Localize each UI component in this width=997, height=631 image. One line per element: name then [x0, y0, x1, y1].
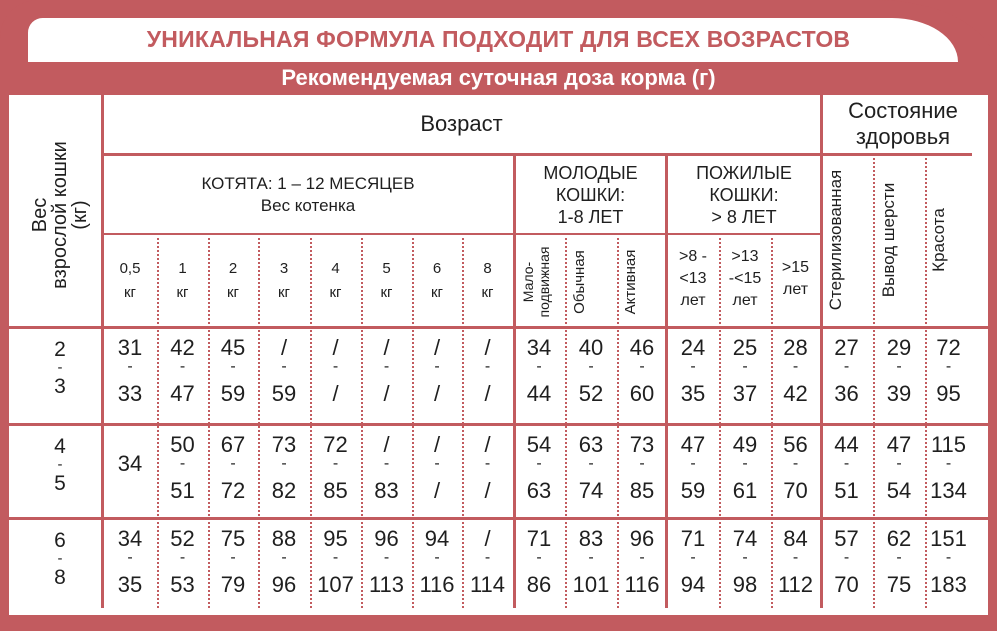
dose-value-lower: 59 [220, 381, 246, 406]
adult-weight-line: 6 [54, 529, 66, 552]
adult-weight-line: 8 [54, 566, 66, 589]
dose-range-dash: - [792, 358, 799, 375]
table-subtitle: Рекомендуемая суточная доза корма (г) [281, 65, 716, 90]
kitten-weight-header [462, 251, 513, 311]
dose-value-upper: / [383, 432, 390, 457]
activity-low-header-line: Мало- [520, 261, 536, 303]
dose-value-lower: / [433, 381, 441, 406]
kitten-weight-value: 0,5 [119, 260, 141, 277]
dose-range-dash: - [639, 455, 645, 472]
dose-range-dash: - [536, 358, 542, 375]
activity-high-header [622, 237, 662, 327]
dose-range-dash: - [127, 549, 133, 566]
dose-value-upper: / [433, 432, 441, 457]
kittens-header [103, 156, 513, 233]
kitten-weight-unit: кг [380, 284, 393, 301]
dose-value-lower: / [332, 381, 339, 406]
dose-value-lower: 51 [834, 478, 859, 503]
senior-header [668, 156, 820, 233]
dose-value-lower: 85 [629, 478, 655, 503]
dose-value-lower: 112 [777, 572, 814, 597]
dose-value-upper: 96 [374, 526, 399, 551]
divider-row3 [9, 517, 988, 520]
dose-value-upper: 42 [170, 335, 195, 360]
dose-range-dash: - [484, 455, 491, 472]
dose-range-dash: - [896, 455, 902, 472]
health-sterilized-header [826, 160, 866, 320]
dose-value-lower: 86 [526, 572, 552, 597]
dose-range-dash: - [588, 455, 594, 472]
dose-value-upper: 49 [732, 432, 758, 457]
dose-value-upper: 71 [680, 526, 706, 551]
health-header [823, 95, 983, 153]
dose-value-upper: 47 [680, 432, 706, 457]
dose-value-upper: / [383, 335, 390, 360]
kitten-weight-value: 3 [279, 260, 289, 277]
dose-value-lower: 101 [572, 572, 610, 597]
dose-value-lower: 116 [419, 572, 455, 597]
young-adults-header-line: 1-8 ЛЕТ [557, 206, 624, 227]
dose-value-lower: 134 [930, 478, 967, 503]
dose-range-dash: - [332, 358, 339, 375]
dose-value-lower: / [383, 381, 390, 406]
dose-range-dash: - [588, 549, 594, 566]
dose-range-dash: - [536, 549, 542, 566]
dose-value-upper: 72 [936, 335, 961, 360]
dose-value-upper: 75 [220, 526, 246, 551]
age-header: Возраст [420, 111, 503, 136]
dose-value-upper: 67 [220, 432, 246, 457]
divider-row2 [9, 423, 988, 426]
dose-range-dash: - [281, 358, 287, 375]
senior-age-header [719, 239, 771, 319]
weight-header-line: (кг) [69, 200, 91, 230]
senior-header-line: КОШКИ: [709, 184, 779, 205]
dose-range-dash: - [230, 455, 236, 472]
kitten-weight-unit: кг [226, 284, 240, 301]
dose-value-lower: 59 [680, 478, 706, 503]
senior-age-line: >8 - [678, 248, 707, 265]
dose-value-upper: 27 [834, 335, 859, 360]
kitten-weight-unit: кг [481, 284, 494, 301]
dose-value-lower: / [484, 381, 491, 406]
dose-value-upper: 24 [680, 335, 706, 360]
weight-header-line: Вес [29, 197, 51, 233]
dose-value-upper: / [484, 335, 491, 360]
health-hairball-header [879, 160, 919, 320]
dose-value-lower: 37 [732, 381, 758, 406]
adult-weight-line: 3 [54, 375, 66, 398]
dose-range-dash: - [332, 455, 339, 472]
kitten-weight-unit: кг [123, 284, 137, 301]
dose-value-lower: 95 [936, 381, 961, 406]
dose-value-lower: / [484, 478, 491, 503]
dose-range-dash: - [742, 549, 748, 566]
kittens-header-line: КОТЯТА: 1 – 12 МЕСЯЦЕВ [201, 173, 415, 193]
dose-range-dash: - [434, 358, 440, 375]
dose-value-upper: 94 [424, 526, 450, 551]
dose-value-lower: 116 [624, 572, 660, 597]
dose-value-upper: 73 [271, 432, 297, 457]
feeding-table [9, 95, 988, 615]
dose-value-upper: 31 [117, 335, 143, 360]
adult-weight-line: - [57, 456, 63, 473]
dose-value-upper: 115 [930, 432, 967, 457]
dose-range-dash: - [945, 455, 952, 472]
dose-range-dash: - [230, 358, 236, 375]
health-header-line: Состояние [848, 98, 958, 123]
kitten-weight-header [310, 251, 361, 311]
kitten-weight-value: 4 [331, 260, 340, 277]
dose-value-lower: 107 [317, 572, 354, 597]
dose-value-upper: 52 [170, 526, 195, 551]
dose-value-lower: 35 [680, 381, 706, 406]
dose-value-upper: 71 [526, 526, 552, 551]
dose-range-dash: - [484, 549, 491, 566]
dose-value-upper: 73 [629, 432, 655, 457]
dose-value-upper: 151 [930, 526, 967, 551]
dose-value-upper: 74 [732, 526, 758, 551]
kitten-weight-header [361, 251, 412, 311]
dose-range-dash: - [383, 455, 390, 472]
health-hairball-header-line: Вывод шерсти [879, 182, 898, 298]
dose-value-upper: 54 [526, 432, 552, 457]
dose-range-dash: - [843, 455, 850, 472]
kittens-header-line: Вес котенка [260, 195, 356, 215]
health-sterilized-header-line: Стерилизованная [826, 169, 845, 311]
dose-range-dash: - [742, 455, 748, 472]
dose-value-upper: / [280, 335, 288, 360]
dose-value-lower: 42 [783, 381, 808, 406]
dose-value-lower: 61 [732, 478, 758, 503]
dose-range-dash: - [690, 455, 696, 472]
kitten-weight-header [208, 251, 258, 311]
dose-value-upper: 96 [629, 526, 655, 551]
dose-value-lower: 83 [374, 478, 399, 503]
dose-range-dash: - [536, 455, 542, 472]
health-beauty-header [929, 160, 969, 320]
dose-value-upper: 95 [323, 526, 348, 551]
kitten-weight-header [103, 251, 157, 311]
dose-value-upper: 34 [526, 335, 552, 360]
health-beauty-header-line: Красота [929, 208, 948, 272]
kitten-weight-header [412, 251, 462, 311]
kitten-weight-value: 5 [382, 260, 391, 277]
dose-value-lower: 72 [220, 478, 246, 503]
dose-range-dash: - [639, 358, 645, 375]
dose-value-upper: / [484, 526, 491, 551]
dose-range-dash: - [484, 358, 491, 375]
dose-value-upper: 50 [170, 432, 195, 457]
dose-value-upper: 72 [323, 432, 348, 457]
senior-age-line: >15 [781, 259, 810, 276]
senior-age-line: лет [732, 292, 758, 309]
adult-weight-line: 4 [54, 435, 66, 458]
kitten-weight-value: 8 [483, 260, 492, 277]
dose-value-lower: 35 [117, 572, 143, 597]
dose-value-upper: / [484, 432, 491, 457]
dose-value-lower: 59 [271, 381, 297, 406]
activity-normal-header [571, 237, 611, 327]
adult-weight-line: - [57, 550, 63, 567]
dose-value-upper: 88 [271, 526, 297, 551]
young-adults-header-line: КОШКИ: [555, 184, 626, 205]
dose-range-dash: - [690, 358, 696, 375]
dose-range-dash: - [230, 549, 236, 566]
dose-value-lower: 79 [220, 572, 246, 597]
young-adults-header-line: МОЛОДЫЕ [543, 162, 638, 183]
dose-value-lower: 70 [783, 478, 808, 503]
dose-value-upper: 40 [578, 335, 604, 360]
senior-header-line: ПОЖИЛЫЕ [696, 162, 792, 183]
dose-value-lower: 183 [930, 572, 967, 597]
dose-value-upper: 28 [783, 335, 808, 360]
dose-range-dash: - [383, 358, 390, 375]
senior-age-line: <13 [679, 270, 707, 287]
dose-value-lower: 53 [170, 572, 195, 597]
dose-range-dash: - [179, 549, 186, 566]
dose-value-lower: 70 [834, 572, 859, 597]
kitten-weight-value: 2 [228, 260, 238, 277]
dose-range-dash: - [127, 358, 133, 375]
dose-value-lower: 63 [526, 478, 552, 503]
dose-range-dash: - [945, 549, 952, 566]
dose-range-dash: - [179, 455, 186, 472]
dose-value-upper: 29 [886, 335, 912, 360]
dose-range-dash: - [281, 549, 287, 566]
activity-normal-header-line: Обычная [571, 250, 588, 314]
adult-weight-line: 5 [54, 472, 66, 495]
adult-weight-line: - [57, 359, 63, 376]
weight-header-line: взрослой кошки [49, 141, 71, 289]
dose-value-upper: 47 [886, 432, 912, 457]
activity-high-header-line: Активная [622, 249, 639, 315]
kitten-weight-header [157, 251, 208, 311]
dose-value-upper: 46 [629, 335, 655, 360]
adult-weight-cell [30, 435, 90, 495]
dose-value-lower: 54 [886, 478, 912, 503]
dose-value-upper: 45 [220, 335, 246, 360]
divider-row1 [9, 326, 988, 329]
dose-value-lower: 33 [117, 381, 143, 406]
dose-range-dash: - [742, 358, 748, 375]
dose-value-lower: 82 [271, 478, 297, 503]
dose-value-lower: 60 [629, 381, 655, 406]
dose-value-upper: 63 [578, 432, 604, 457]
weight-column-header [30, 100, 90, 330]
young-adults-header [516, 156, 665, 233]
dose-value-upper: / [433, 335, 441, 360]
dose-range-dash: - [332, 549, 339, 566]
kitten-weight-value: 1 [178, 260, 187, 277]
dose-value-lower: 113 [368, 572, 405, 597]
senior-header-line: > 8 ЛЕТ [711, 206, 777, 227]
senior-age-line: лет [782, 281, 809, 298]
dose-value-lower: 98 [732, 572, 758, 597]
adult-weight-cell [30, 529, 90, 589]
dose-value-upper: 34 [117, 526, 143, 551]
kitten-weight-unit: кг [277, 284, 291, 301]
dose-value-lower: 85 [323, 478, 348, 503]
dose-value-lower: 47 [170, 381, 195, 406]
dose-range-dash: - [281, 455, 287, 472]
kitten-weight-value: 6 [432, 260, 442, 277]
dose-value-upper: 25 [732, 335, 758, 360]
dose-value-lower: 74 [578, 478, 604, 503]
dose-value-lower: 36 [834, 381, 859, 406]
dose-range-dash: - [434, 549, 440, 566]
dose-value-lower: 52 [578, 381, 604, 406]
dose-value-upper: 57 [834, 526, 859, 551]
dose-value-lower: 44 [526, 381, 552, 406]
dose-range-dash: - [383, 549, 390, 566]
senior-age-line: -<15 [728, 270, 762, 287]
dose-value-upper: 62 [886, 526, 912, 551]
kitten-weight-unit: кг [430, 284, 444, 301]
kitten-weight-unit: кг [176, 284, 189, 301]
dose-value-upper: 84 [783, 526, 808, 551]
dose-range-dash: - [792, 549, 799, 566]
dose-range-dash: - [896, 358, 902, 375]
kitten-weight-header [258, 251, 310, 311]
dose-value-lower: 94 [680, 572, 706, 597]
activity-low-header [520, 237, 560, 327]
activity-low-header-line: подвижная [536, 246, 552, 318]
adult-weight-line: 2 [54, 338, 66, 361]
senior-age-line: лет [680, 292, 706, 309]
dose-value-upper: / [332, 335, 339, 360]
dose-value-lower: 39 [886, 381, 912, 406]
health-header-line: здоровья [855, 124, 951, 149]
dose-value-upper: 56 [783, 432, 808, 457]
dose-range-dash: - [792, 455, 799, 472]
dose-value-upper: 34 [117, 451, 143, 476]
page-title: УНИКАЛЬНАЯ ФОРМУЛА ПОДХОДИТ ДЛЯ ВСЕХ ВОЗРАСТОВ [146, 26, 851, 52]
dose-value-upper: 44 [834, 432, 859, 457]
senior-age-line: >13 [731, 248, 759, 265]
dose-range-dash: - [179, 358, 186, 375]
dose-range-dash: - [690, 549, 696, 566]
senior-age-header [667, 239, 719, 319]
kitten-weight-unit: кг [329, 284, 342, 301]
adult-weight-cell [30, 338, 90, 398]
dose-value-lower: 75 [886, 572, 912, 597]
dose-value-lower: 114 [469, 572, 506, 597]
dose-range-dash: - [434, 455, 440, 472]
dose-value-lower: 96 [271, 572, 297, 597]
dose-range-dash: - [843, 358, 850, 375]
dose-range-dash: - [843, 549, 850, 566]
dose-value-lower: 51 [170, 478, 195, 503]
dose-range-dash: - [639, 549, 645, 566]
dose-range-dash: - [945, 358, 952, 375]
dose-range-dash: - [588, 358, 594, 375]
senior-age-header [771, 239, 820, 319]
dose-value-upper: 83 [578, 526, 604, 551]
dose-value-lower: / [433, 478, 441, 503]
dose-range-dash: - [896, 549, 902, 566]
